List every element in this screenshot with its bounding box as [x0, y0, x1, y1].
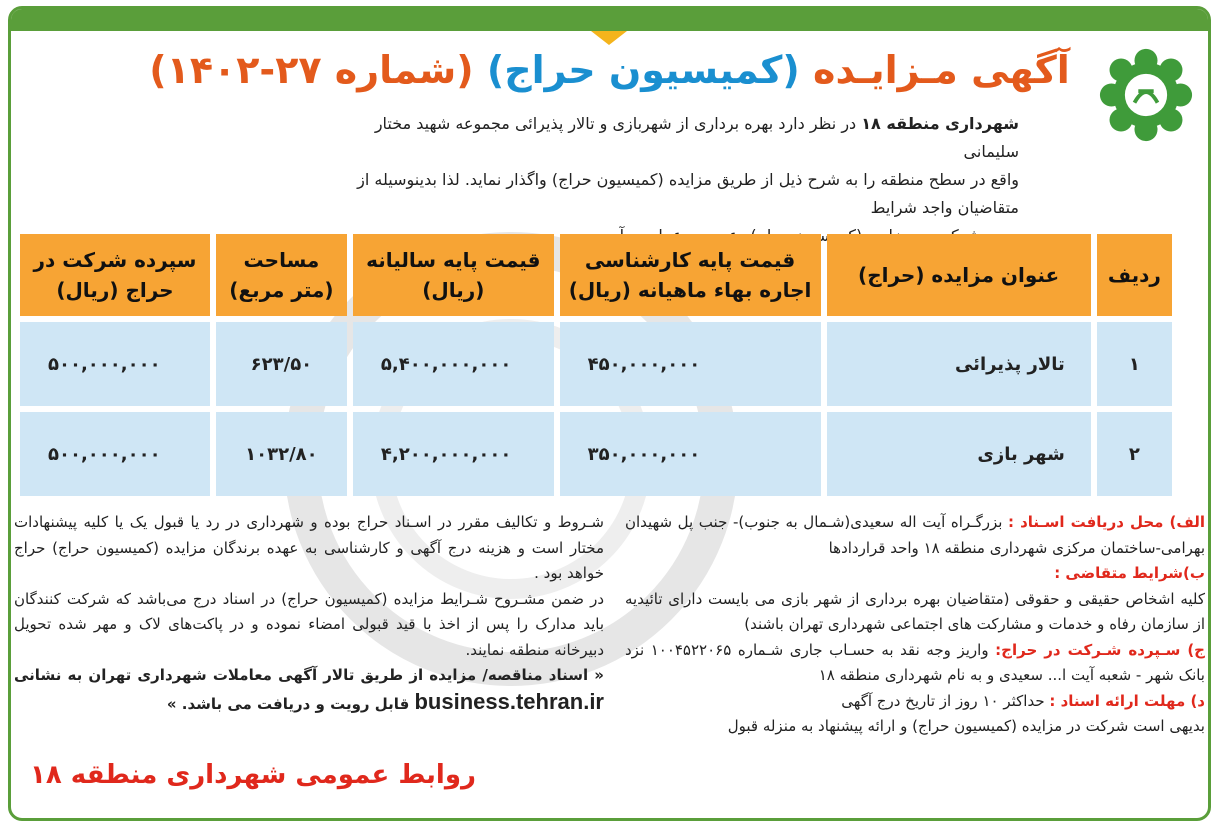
cell-row-number: ۲	[1097, 412, 1172, 496]
left-paragraph-1: شـروط و تکالیف مقرر در اسـناد حراج بوده و شهرداری در رد یا قبول یک یا کلیه پیشنهادات مختار است و هزینه درج آگهی و کارشناسی به عهده برندگان مزایده (کمیسیون حراج) حراج خواهد بود .	[14, 513, 604, 582]
title-auction: آگهی مـزایـده	[813, 48, 1070, 92]
section-b-text: کلیه اشخاص حقیقی و حقوقی (متقاضیان بهره برداری از شهر بازی می بایست دارای تائیدیه از سازمان رفاه و خدمات و مشارکت های اجتماعی شهرداری تهران باشند)	[625, 589, 1205, 633]
cell-area: ۱۰۳۲/۸۰	[216, 412, 347, 496]
section-d-label: د) مهلت ارائه اسناد :	[1049, 691, 1205, 710]
title-commission: (کمیسیون حراج)	[486, 48, 800, 92]
cell-area: ۶۲۳/۵۰	[216, 322, 347, 406]
cell-monthly-price: ۴۵۰,۰۰۰,۰۰۰	[560, 322, 821, 406]
section-c-text: واریز وجه نقد به حسـاب جاری شـماره ۱۰۰۴۵۲۲۰۶۵ نزد بانک شهر - شعبه آیت ا... سعیدی و به نام شهرداری منطقه ۱۸	[625, 640, 1205, 684]
cell-deposit: ۵۰۰,۰۰۰,۰۰۰	[20, 322, 210, 406]
table-header-row	[20, 234, 1172, 316]
cell-annual-price: ۴,۲۰۰,۰۰۰,۰۰۰	[353, 412, 554, 496]
title-number: (شماره ۲۷-۱۴۰۲)	[149, 48, 474, 92]
ad-title	[131, 45, 1088, 95]
cell-row-number: ۱	[1097, 322, 1172, 406]
cell-monthly-price: ۳۵۰,۰۰۰,۰۰۰	[560, 412, 821, 496]
section-d-text: حداکثر ۱۰ روز از تاریخ درج آگهی	[841, 691, 1050, 710]
header-row-number: ردیف	[1097, 234, 1172, 316]
section-c-label: ج) سـپرده شـرکت در حراج:	[995, 640, 1205, 659]
intro-line2: واقع در سطح منطقه را به شرح ذیل از طریق مزایده (کمیسیون حراج) واگذار نماید. لذا بدینوسیله از متقاضیان واجد شرایط	[357, 170, 1019, 217]
left-paragraph-2: در ضمن مشـروح شـرایط مزایده (کمیسیون حراج) در اسناد درج می‌باشد که شرکت کنندگان باید مدارک را پس از اخذ با قید قبولی امضاء نموده و در پاکت‌های لاک و مهر شده تحویل دبیرخانه منطقه نمایند.	[14, 589, 604, 659]
section-a-label: الف) محل دریافت اسـناد :	[1008, 513, 1205, 531]
business-site-link[interactable]: business.tehran.ir	[414, 688, 604, 714]
header-deposit: سپرده شرکت در حراج (ریال)	[20, 234, 210, 316]
header-title: عنوان مزایده (حراج)	[827, 234, 1091, 316]
cell-deposit: ۵۰۰,۰۰۰,۰۰۰	[20, 412, 210, 496]
top-green-bar	[11, 9, 1208, 31]
top-notch-arrow	[591, 31, 627, 45]
cell-annual-price: ۵,۴۰۰,۰۰۰,۰۰۰	[353, 322, 554, 406]
header-annual-price: قیمت پایه سالیانه (ریال)	[353, 234, 554, 316]
section-tail-text: بدیهی است شرکت در مزایده (کمیسیون حراج) و ارائه پیشنهاد به منزله قبول	[727, 717, 1205, 735]
conditions-right-column	[625, 510, 1205, 740]
conditions-left-column	[14, 510, 604, 717]
cell-title: تالار پذیرائی	[827, 322, 1091, 406]
header-monthly-price: قیمت پایه کارشناسی اجاره بهاء ماهیانه (ریال)	[560, 234, 821, 316]
section-b-label: ب)شرایط متقاضی :	[1054, 564, 1205, 582]
auction-table	[14, 228, 1178, 502]
left-paragraph-3a: « اسناد مناقصه/ مزایده از طریق تالار آگهی معاملات شهرداری تهران به نشانی	[14, 666, 604, 684]
left-paragraph-3b: قابل رویت و دریافت می باشد. »	[166, 694, 415, 713]
footer-public-relations: روابط عمومی شهرداری منطقه ۱۸	[30, 760, 476, 790]
cell-title: شهر بازی	[827, 412, 1091, 496]
header-area: مساحت (متر مربع)	[216, 234, 347, 316]
section-a-text: بزرگـراه آیت اله سعیدی(شـمال به جنوب)- جنب پل شهیدان بهرامی-ساختمان مرکزی شهرداری منطقه ۱۸ واحد قراردادها	[625, 513, 1205, 557]
tehran-municipality-logo	[1098, 47, 1194, 143]
table-row	[20, 412, 1172, 496]
intro-line1: در نظر دارد بهره برداری از شهربازی و تالار پذیرائی مجموعه شهید مختار سلیمانی	[374, 114, 1019, 161]
intro-org: شهرداری منطقه ۱۸	[861, 114, 1019, 133]
table-row	[20, 322, 1172, 406]
